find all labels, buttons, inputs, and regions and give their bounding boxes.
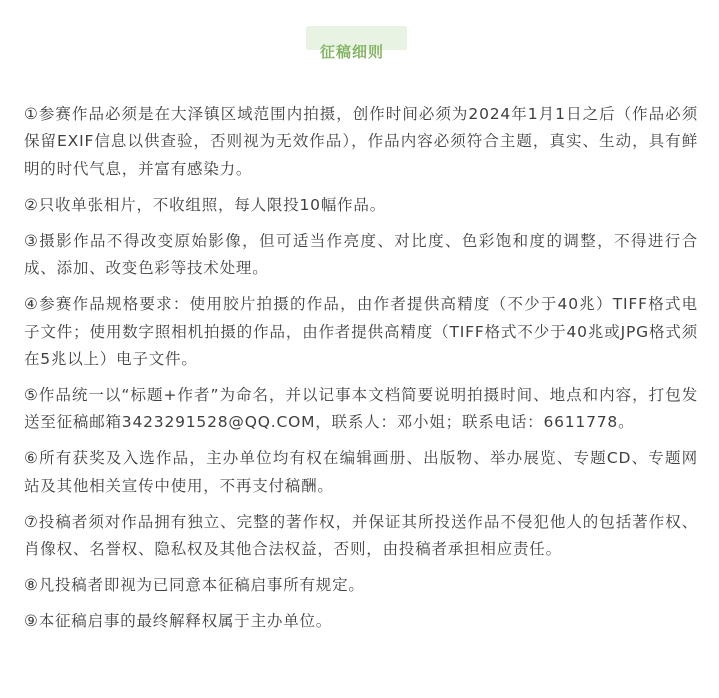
section-title: 征稿细则 [319,43,384,61]
rule-item-6: ⑥所有获奖及入选作品，主办单位均有权在编辑画册、出版物、举办展览、专题CD、专题网站及其他相关宣传中使用，不再支付稿酬。 [24,449,698,495]
rules-list [24,101,698,636]
section-header [0,26,719,61]
rule-item-3: ③摄影作品不得改变原始影像，但可适当作亮度、对比度、色彩饱和度的调整，不得进行合成、添加、改变色彩等技术处理。 [24,231,698,278]
rule-item-4: ④参赛作品规格要求：使用胶片拍摄的作品，由作者提供高精度（不少于40兆）TIFF格式电子文件；使用数字照相机拍摄的作品，由作者提供高精度（TIFF格式不少于40兆或JPG格式须在5兆以上）电子文件。 [24,295,698,369]
rule-item-1: ①参赛作品必须是在大泽镇区域范围内拍摄，创作时间必须为2024年1月1日之后（作品必须保留EXIF信息以供查验，否则视为无效作品），作品内容必须符合主题，真实、生动，具有鲜明的时代气息，并富有感染力。 [24,105,698,178]
rule-item-9: ⑨本征稿启事的最终解释权属于主办单位。 [24,612,333,631]
rule-item-8: ⑧凡投稿者即视为已同意本征稿启事所有规定。 [24,576,365,595]
rule-item-2: ②只收单张相片，不收组照，每人限投10幅作品。 [24,195,387,214]
rule-item-7: ⑦投稿者须对作品拥有独立、完整的著作权，并保证其所投送作品不侵犯他人的包括著作权、肖像权、名誉权、隐私权及其他合法权益，否则，由投稿者承担相应责任。 [24,512,698,559]
rule-item-5: ⑤作品统一以“标题+作者”为命名，并以记事本文档简要说明拍摄时间、地点和内容，打包发送至征稿邮箱3423291528@QQ.COM，联系人：邓小姐；联系电话：6611778。 [24,386,698,432]
